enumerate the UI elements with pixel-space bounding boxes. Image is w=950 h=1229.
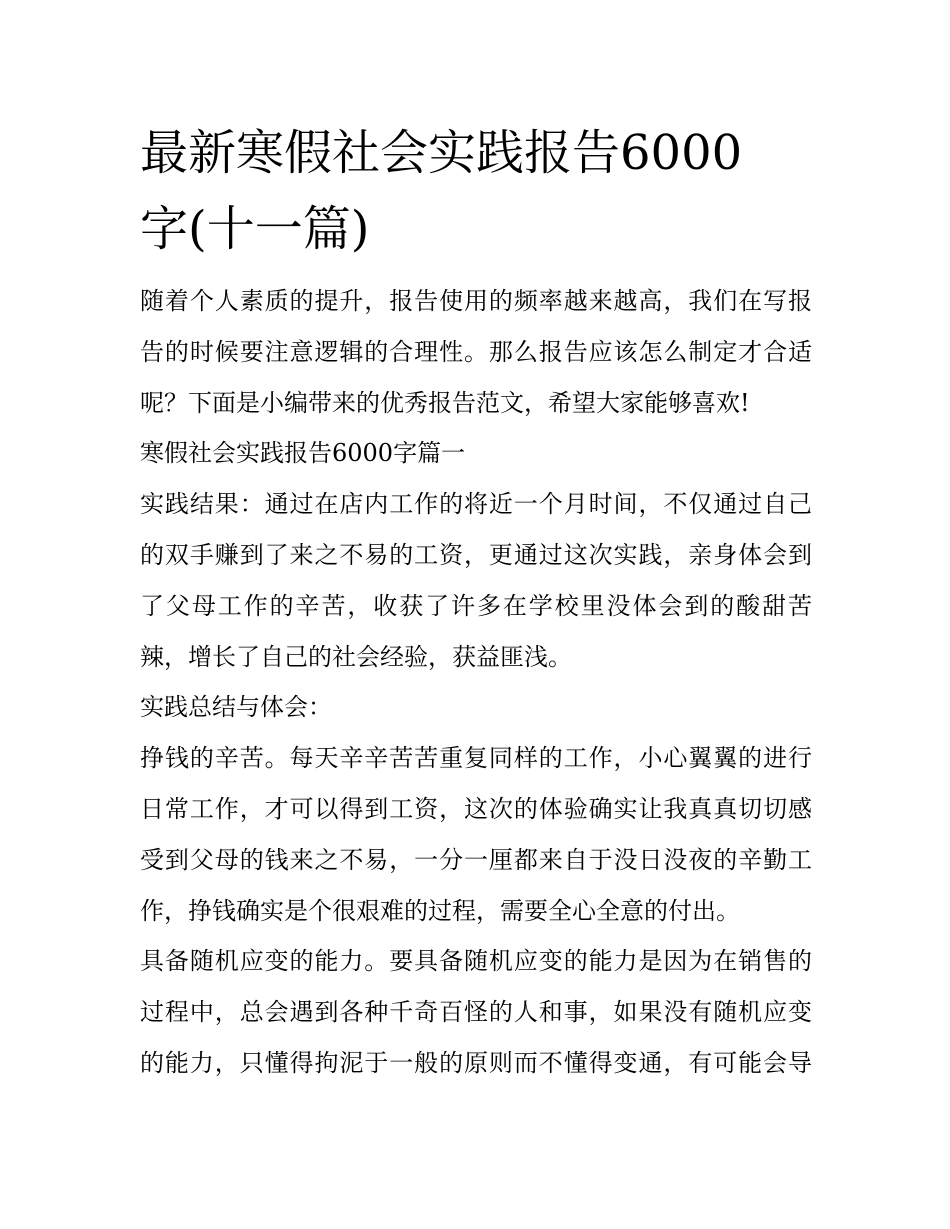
- document-body: [140, 276, 812, 1089]
- intro-line-3: 呢？下面是小编带来的优秀报告范文，希望大家能够喜欢!: [140, 388, 750, 417]
- results-line-4: 辣，增长了自己的社会经验，获益匪浅。: [140, 642, 572, 671]
- adaptability-line-1: 具备随机应变的能力。要具备随机应变的能力是因为在销售的: [140, 947, 812, 976]
- earning-line-2: 日常工作，才可以得到工资，这次的体验确实让我真真切切感: [140, 794, 812, 823]
- adaptability-line-3: 的能力，只懂得拘泥于一般的原则而不懂得变通，有可能会导: [140, 1048, 812, 1077]
- title-line-1-text: 最新寒假社会实践报告6000: [140, 125, 743, 181]
- adaptability-line-2: 过程中，总会遇到各种千奇百怪的人和事，如果没有随机应变: [140, 998, 812, 1027]
- section-heading: [140, 428, 812, 479]
- adaptability-paragraph: [140, 936, 812, 1088]
- results-line-1: 实践结果：通过在店内工作的将近一个月时间，不仅通过自己: [140, 490, 812, 519]
- results-line-2: 的双手赚到了来之不易的工资，更通过这次实践，亲身体会到: [140, 540, 812, 569]
- earning-paragraph: [140, 733, 812, 936]
- results-paragraph: [140, 479, 812, 682]
- title-line-1: [140, 115, 820, 191]
- earning-line-1: 挣钱的辛苦。每天辛辛苦苦重复同样的工作，小心翼翼的进行: [140, 744, 812, 773]
- earning-line-3: 受到父母的钱来之不易，一分一厘都来自于没日没夜的辛勤工: [140, 845, 812, 874]
- summary-heading-text: 实践总结与体会：: [140, 693, 332, 722]
- results-line-3: 了父母工作的辛苦，收获了许多在学校里没体会到的酸甜苦: [140, 591, 812, 620]
- intro-paragraph: [140, 276, 812, 428]
- section-heading-text: 寒假社会实践报告6000字篇一: [140, 439, 466, 468]
- title-line-2: 字(十一篇): [140, 201, 370, 257]
- intro-line-1: 随着个人素质的提升，报告使用的频率越来越高，我们在写报: [140, 287, 812, 315]
- intro-line-2: 告的时候要注意逻辑的合理性。那么报告应该怎么制定才合适: [140, 337, 812, 366]
- summary-heading: [140, 682, 812, 733]
- earning-line-4: 作，挣钱确实是个很艰难的过程，需要全心全意的付出。: [140, 896, 740, 925]
- page-title: [140, 115, 820, 267]
